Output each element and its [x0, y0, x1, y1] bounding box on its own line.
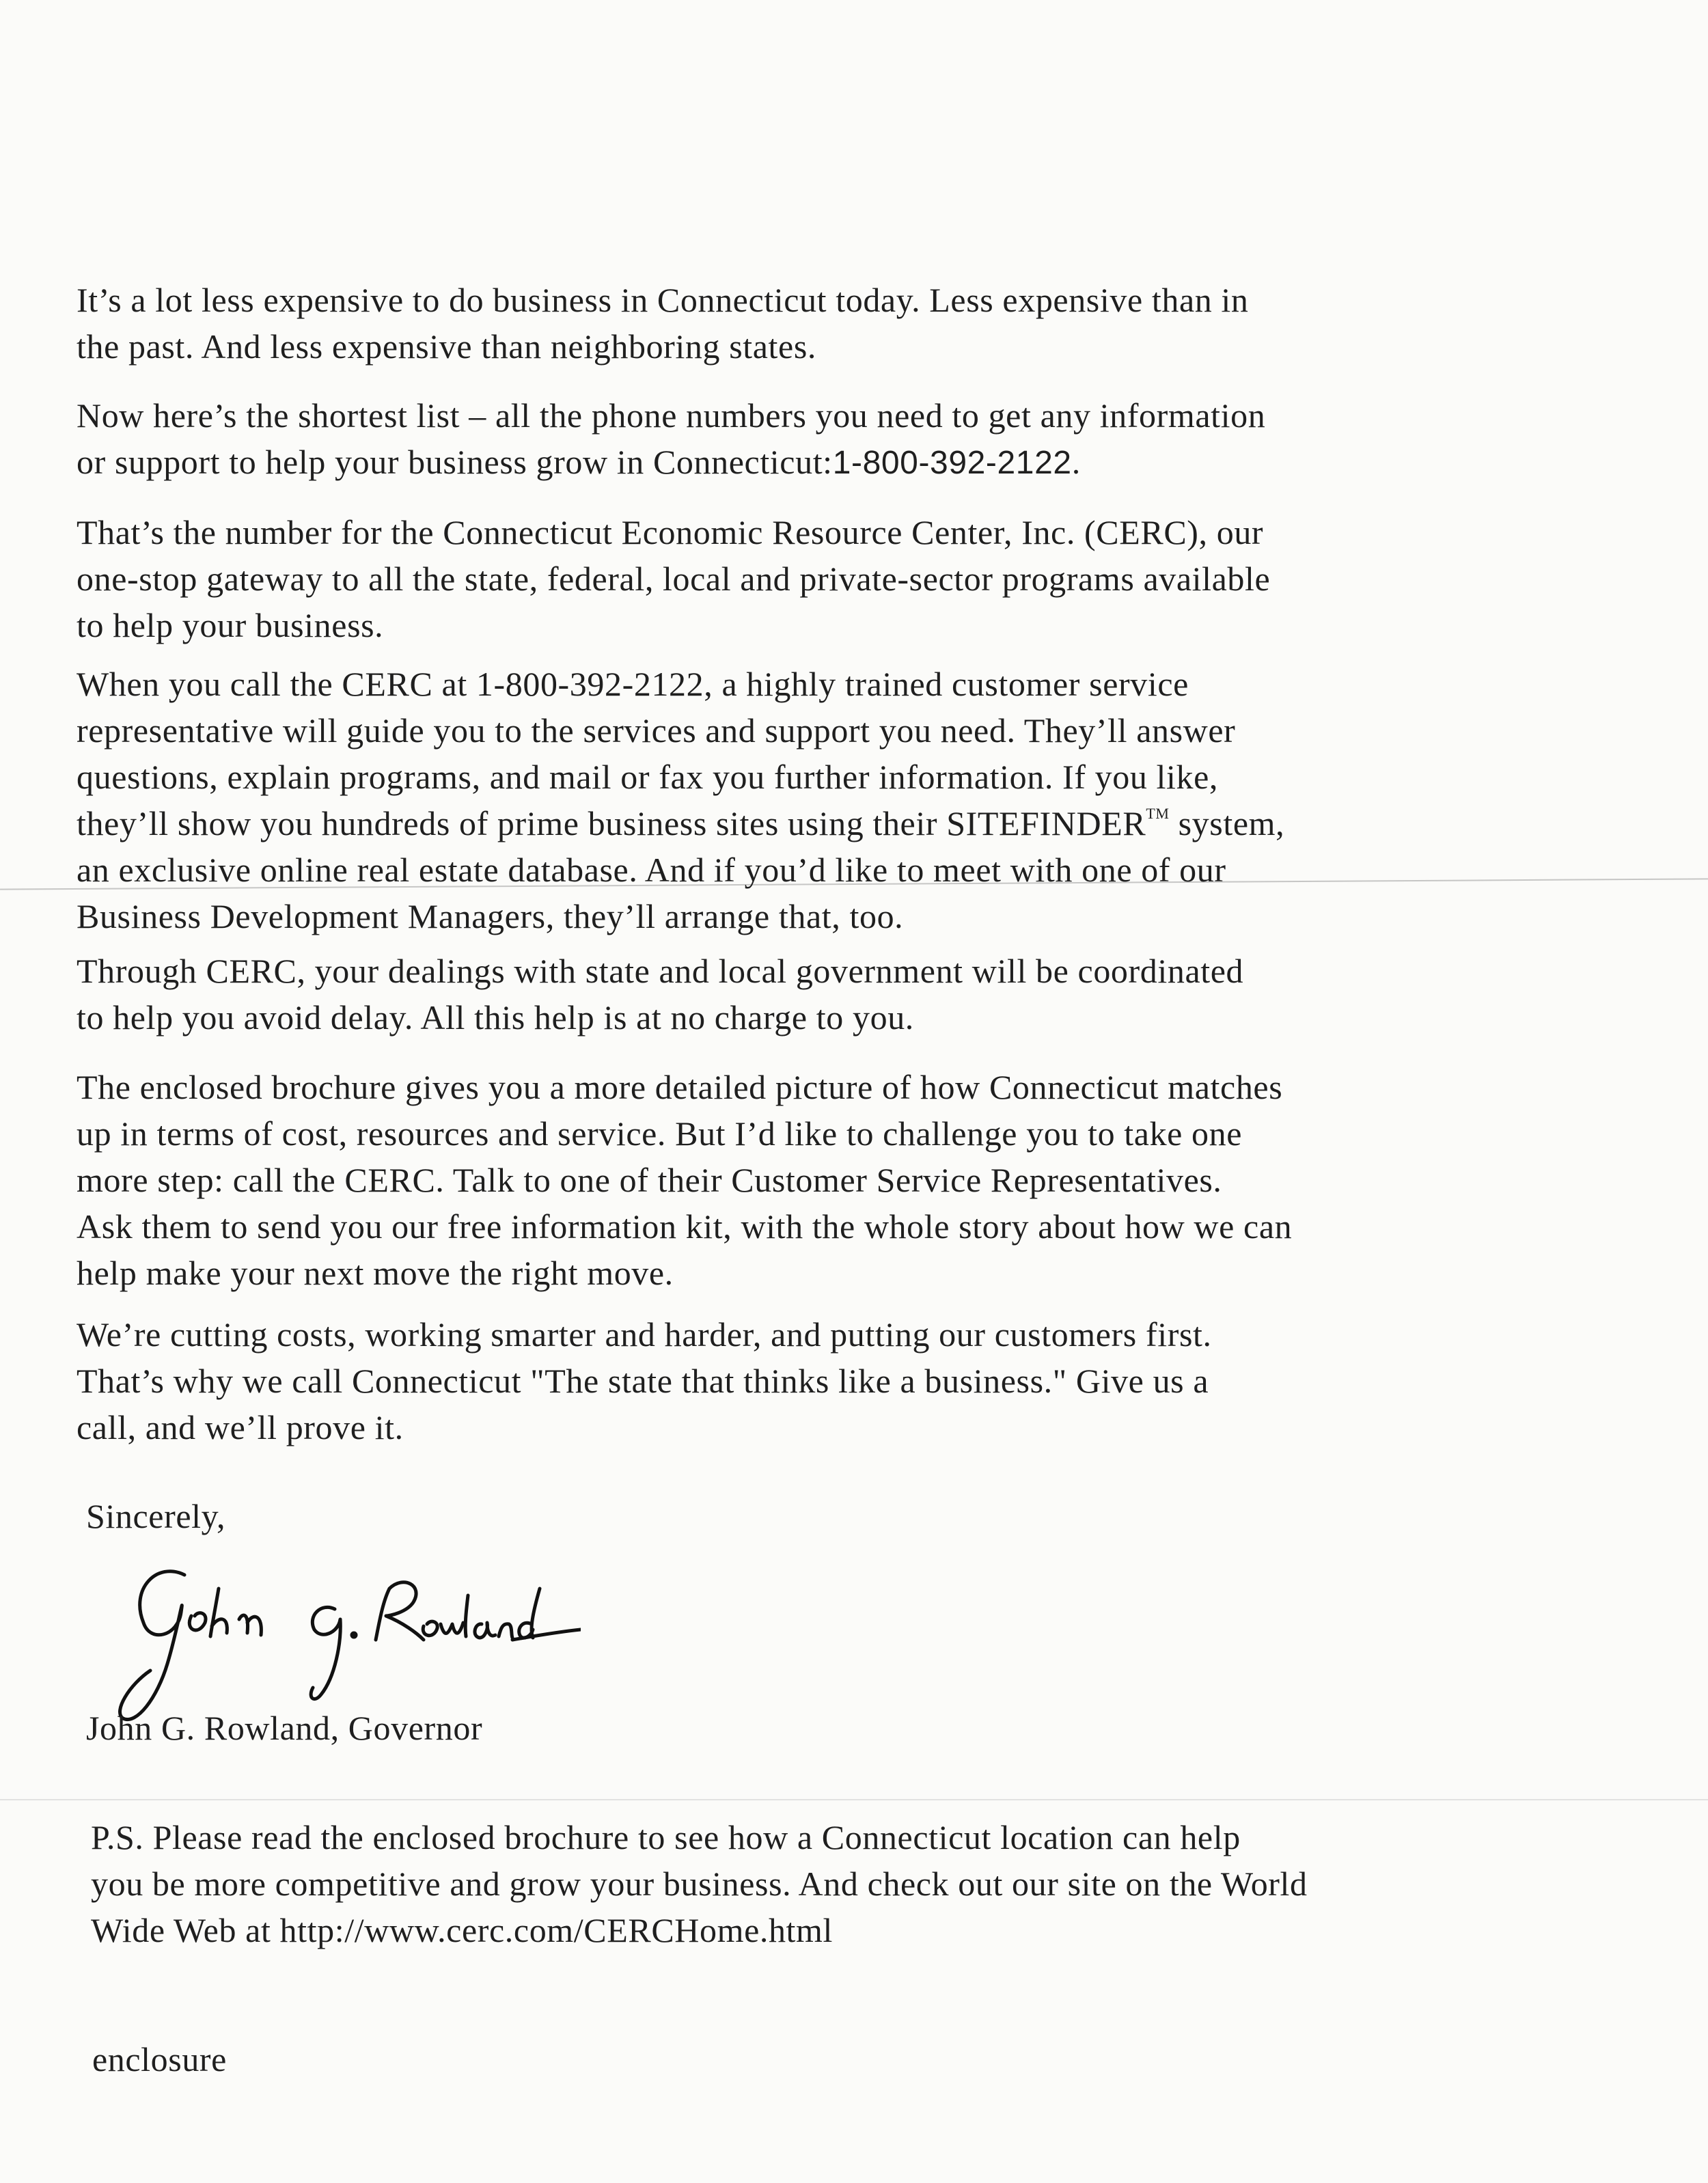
paragraph-business-state	[77, 1311, 1614, 1451]
text-line: P.S. Please read the enclosed brochure to see how a Connecticut location can help	[91, 1818, 1241, 1856]
text-line	[77, 439, 1614, 486]
postscript	[91, 1814, 1662, 1953]
trademark-symbol: TM	[1146, 805, 1170, 822]
text-line: It’s a lot less expensive to do business in Connecticut today. Less expensive than in	[77, 281, 1249, 319]
text-line: Through CERC, your dealings with state and local government will be coordinated	[77, 952, 1244, 990]
text-line: help make your next move the right move.	[77, 1254, 674, 1292]
paragraph-brochure	[77, 1064, 1614, 1296]
text-line: representative will guide you to the services and support you need. They’ll answer	[77, 711, 1236, 750]
sitefinder-mark: SITEFINDER	[946, 804, 1146, 842]
text-line: When you call the CERC at 1-800-392-2122, a highly trained customer service	[77, 665, 1189, 703]
signer-name: John G. Rowland, Governor	[86, 1709, 483, 1747]
text-line: That’s the number for the Connecticut Economic Resource Center, Inc. (CERC), our	[77, 513, 1264, 551]
text-fragment: they’ll show you hundreds of prime business sites using their	[77, 804, 938, 842]
text-fragment: or support to help your business grow in Connecticut:	[77, 443, 833, 481]
punctuation: .	[1071, 443, 1081, 481]
text-line: to help you avoid delay. All this help is at no charge to you.	[77, 998, 914, 1036]
paragraph-phone-list	[77, 392, 1614, 486]
text-line: Ask them to send you our free information kit, with the whole story about how we can	[77, 1207, 1293, 1246]
text-line: Business Development Managers, they’ll arrange that, too.	[77, 897, 904, 935]
text-line: That’s why we call Connecticut "The state that thinks like a business." Give us a	[77, 1362, 1209, 1400]
text-line: the past. And less expensive than neighboring states.	[77, 327, 816, 366]
closing: Sincerely,	[86, 1497, 226, 1535]
text-line: an exclusive online real estate database. And if you’d like to meet with one of our	[77, 851, 1226, 889]
paragraph-cost	[77, 277, 1614, 370]
phone-number: 1-800-392-2122	[832, 445, 1072, 481]
text-line: We’re cutting costs, working smarter and harder, and putting our customers first.	[77, 1315, 1212, 1354]
text-line: questions, explain programs, and mail or fax you further information. If you like,	[77, 758, 1219, 796]
text-line: to help your business.	[77, 606, 384, 644]
text-line	[77, 800, 1614, 847]
text-line: Now here’s the shortest list – all the phone numbers you need to get any information	[77, 396, 1266, 435]
text-fragment: system,	[1169, 804, 1285, 842]
text-line: you be more competitive and grow your business. And check out our site on the World	[91, 1865, 1308, 1903]
text-line: Wide Web at http://www.cerc.com/CERCHome.html	[91, 1911, 834, 1949]
paragraph-call-cerc	[77, 661, 1614, 939]
text-line: one-stop gateway to all the state, federal, local and private-sector programs available	[77, 560, 1271, 598]
text-line: up in terms of cost, resources and service. But I’d like to challenge you to take one	[77, 1114, 1243, 1153]
enclosure-note: enclosure	[92, 2040, 227, 2078]
text-line: more step: call the CERC. Talk to one of their Customer Service Representatives.	[77, 1161, 1222, 1199]
fold-line	[0, 1799, 1708, 1800]
paragraph-coordination	[77, 948, 1614, 1041]
text-line: The enclosed brochure gives you a more detailed picture of how Connecticut matches	[77, 1068, 1283, 1106]
paragraph-cerc	[77, 509, 1614, 648]
text-line: call, and we’ll prove it.	[77, 1408, 404, 1446]
